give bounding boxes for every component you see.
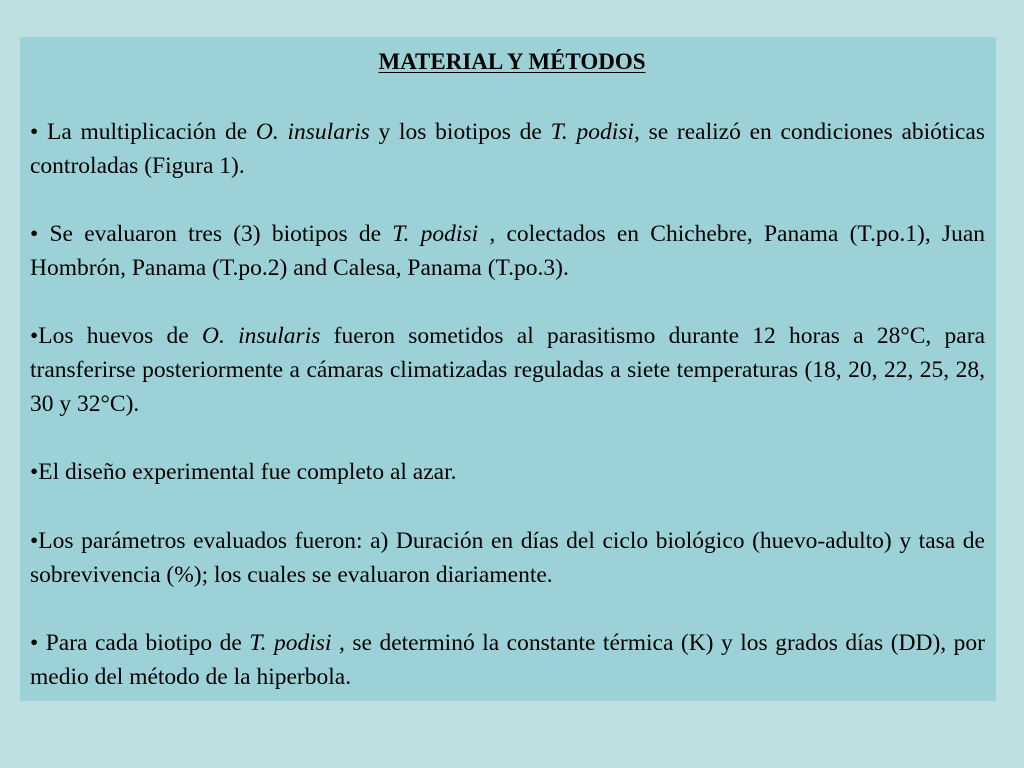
slide-title [0, 48, 1024, 76]
bullet-paragraph-multiplication [30, 115, 985, 183]
bullet-marker: • [30, 323, 39, 349]
bullet-paragraph-biotypes [30, 217, 985, 285]
species-name: O. insularis [202, 323, 321, 349]
bullet-marker: • [30, 119, 47, 145]
paragraph-text: , colectados en Chichebre, Panama (T.po.1), Juan Hombrón, Panama (T.po.2) and Calesa, Panama (T.po.3). [30, 221, 986, 281]
bullet-marker: • [30, 528, 39, 554]
paragraph-text: Los parámetros evaluados fueron: a) Duración en días del ciclo biológico (huevo-adulto) y tasa de sobrevivencia (%); los cuales se evaluaron diariamente. [30, 528, 985, 588]
bullet-marker: • [30, 459, 39, 485]
species-name: T. podisi [550, 119, 634, 145]
paragraph-text: La multiplicación de [46, 119, 256, 145]
paragraph-text: y los biotipos de [369, 119, 551, 145]
species-name: T. podisi [249, 630, 332, 656]
paragraph-text: El diseño experimental fue completo al azar. [38, 459, 457, 485]
paragraph-text: fueron sometidos al parasitismo durante 12 horas a 28°C, para transferirse posteriormente a cámaras climatizadas reguladas a siete temperaturas (18, 20, 22, 25, 28, 30 y 32°C). [30, 323, 985, 417]
species-name: O. insularis [255, 119, 370, 145]
bullet-paragraph-design [30, 455, 985, 489]
paragraph-text: Se evaluaron tres (3) biotipos de [49, 221, 393, 247]
paragraph-text: , se determinó la constante térmica (K) y los grados días (DD), por medio del método de la hiperbola. [30, 630, 985, 690]
slide-title-text: MATERIAL Y MÉTODOS [378, 49, 646, 74]
bullet-paragraph-parameters [30, 524, 985, 592]
paragraph-text: Los huevos de [38, 323, 202, 349]
bullet-paragraph-thermal-constant [30, 626, 985, 694]
species-name: T. podisi [392, 221, 479, 247]
paragraph-text: , se realizó en condiciones abióticas controladas (Figura 1). [30, 119, 985, 179]
bullet-marker: • [30, 221, 50, 247]
bullet-marker: • [30, 630, 46, 656]
bullet-paragraph-eggs [30, 319, 985, 421]
paragraph-text: Para cada biotipo de [45, 630, 250, 656]
